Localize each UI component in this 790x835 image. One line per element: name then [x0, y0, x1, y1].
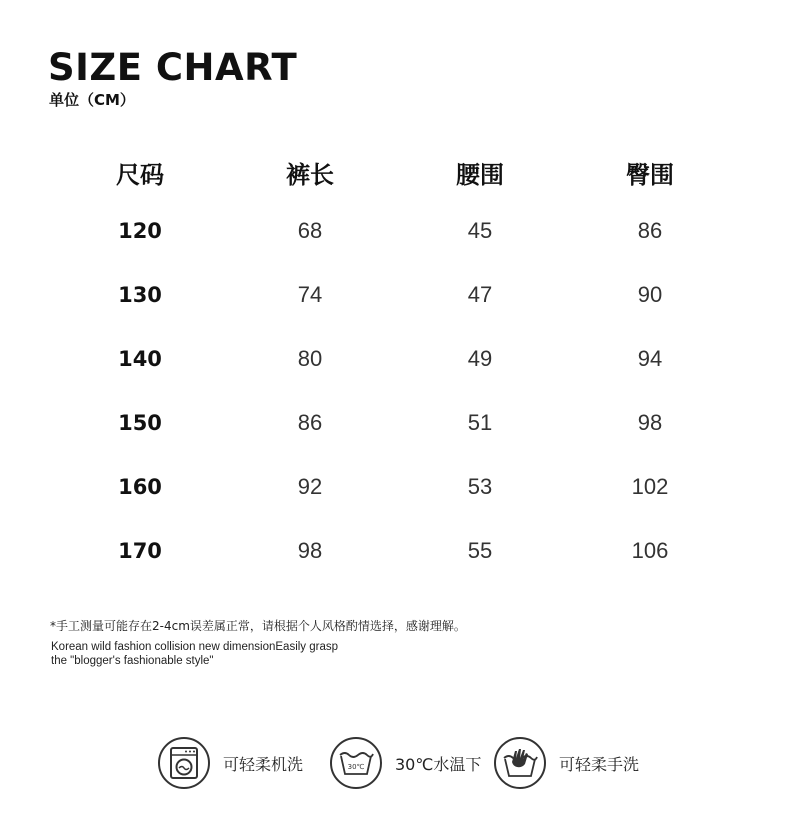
- page-title: SIZE CHART: [48, 46, 298, 89]
- table-row: [55, 391, 735, 455]
- table-row: [55, 263, 735, 327]
- hand-wash-icon: [494, 737, 546, 789]
- wash-tub-30c-icon: [330, 737, 382, 789]
- size-table: [55, 145, 735, 583]
- length-cell: 86: [297, 410, 323, 435]
- table-header-row: [55, 145, 735, 199]
- care-item-machine-wash: [158, 737, 303, 789]
- tub-temp-text: 30℃: [347, 763, 365, 771]
- waist-cell: 53: [467, 474, 493, 499]
- size-cell: 120: [118, 219, 162, 243]
- care-item-water-temp: [330, 737, 481, 789]
- waist-cell: 49: [467, 346, 493, 371]
- care-item-hand-wash: [494, 737, 639, 789]
- length-cell: 74: [297, 282, 323, 307]
- hip-cell: 86: [637, 218, 663, 243]
- size-cell: 130: [118, 283, 162, 307]
- waist-cell: 55: [467, 538, 493, 563]
- hip-cell: 106: [631, 538, 669, 563]
- size-cell: 150: [118, 411, 162, 435]
- length-cell: 98: [297, 538, 323, 563]
- table-row: [55, 199, 735, 263]
- hip-cell: 98: [637, 410, 663, 435]
- table-row: [55, 519, 735, 583]
- waist-cell: 51: [467, 410, 493, 435]
- description-line: the "blogger's fashionable style": [51, 655, 214, 667]
- length-cell: 80: [297, 346, 323, 371]
- waist-cell: 47: [467, 282, 493, 307]
- care-label: 可轻柔机洗: [223, 754, 304, 774]
- header-size: 尺码: [116, 160, 164, 189]
- description-text: [51, 640, 338, 668]
- care-label: 30℃水温下: [395, 754, 482, 774]
- header-length: 裤长: [286, 160, 334, 189]
- size-cell: 170: [118, 539, 162, 563]
- hip-cell: 94: [637, 346, 663, 371]
- hip-cell: 90: [637, 282, 663, 307]
- size-cell: 140: [118, 347, 162, 371]
- waist-cell: 45: [467, 218, 493, 243]
- description-line: Korean wild fashion collision new dimensionEasily grasp: [51, 641, 339, 653]
- header-waist: 腰围: [456, 160, 504, 189]
- hip-cell: 102: [631, 474, 669, 499]
- length-cell: 68: [297, 218, 323, 243]
- table-row: [55, 327, 735, 391]
- length-cell: 92: [297, 474, 323, 499]
- care-label: 可轻柔手洗: [559, 754, 640, 774]
- table-row: [55, 455, 735, 519]
- size-cell: 160: [118, 475, 162, 499]
- measurement-note: *手工测量可能存在2-4cm误差属正常，请根据个人风格酌情选择，感谢理解。: [50, 619, 466, 633]
- header-hip: 臀围: [626, 160, 674, 189]
- washing-machine-icon: [158, 737, 210, 789]
- unit-label: 单位（CM）: [49, 91, 135, 109]
